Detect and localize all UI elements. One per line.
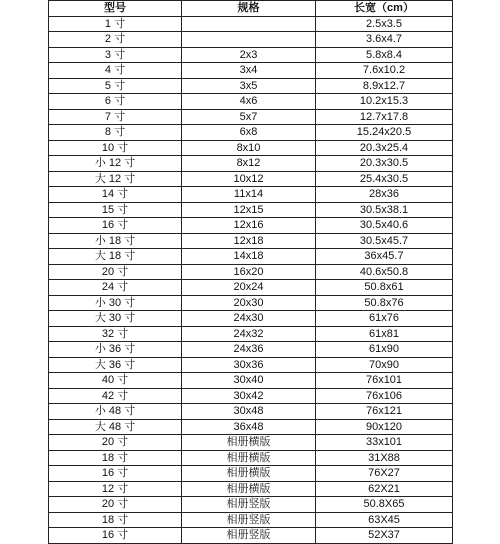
table-row [49, 528, 453, 544]
cell-spec [182, 32, 316, 48]
cell-spec: 4x6 [182, 94, 316, 110]
cell-spec: 24x36 [182, 342, 316, 358]
table-row [49, 187, 453, 203]
cell-dimensions: 61x90 [316, 342, 453, 358]
cell-model: 24 寸 [49, 280, 182, 296]
cell-spec: 相册竖版 [182, 528, 316, 544]
cell-dimensions: 8.9x12.7 [316, 78, 453, 94]
table-row [49, 32, 453, 48]
header-spec: 规格 [182, 1, 316, 17]
table-row [49, 156, 453, 172]
cell-spec [182, 16, 316, 32]
cell-spec: 相册横版 [182, 450, 316, 466]
cell-dimensions: 63X45 [316, 512, 453, 528]
table-row [49, 481, 453, 497]
table-row [49, 326, 453, 342]
cell-spec: 12x16 [182, 218, 316, 234]
cell-model: 7 寸 [49, 109, 182, 125]
cell-model: 18 寸 [49, 512, 182, 528]
table-row [49, 47, 453, 63]
table-row [49, 388, 453, 404]
table-row [49, 109, 453, 125]
cell-model: 15 寸 [49, 202, 182, 218]
cell-spec: 16x20 [182, 264, 316, 280]
cell-spec: 8x10 [182, 140, 316, 156]
table-row [49, 233, 453, 249]
cell-dimensions: 33x101 [316, 435, 453, 451]
table-row [49, 249, 453, 265]
table-header-row [49, 1, 453, 17]
table-body [49, 16, 453, 543]
cell-dimensions: 3.6x4.7 [316, 32, 453, 48]
table-row [49, 419, 453, 435]
cell-dimensions: 15.24x20.5 [316, 125, 453, 141]
cell-model: 大 48 寸 [49, 419, 182, 435]
cell-dimensions: 12.7x17.8 [316, 109, 453, 125]
cell-model: 18 寸 [49, 450, 182, 466]
cell-dimensions: 76X27 [316, 466, 453, 482]
table-row [49, 512, 453, 528]
header-dimensions: 长宽（cm） [316, 1, 453, 17]
cell-model: 16 寸 [49, 218, 182, 234]
cell-model: 32 寸 [49, 326, 182, 342]
cell-dimensions: 76x106 [316, 388, 453, 404]
cell-spec: 5x7 [182, 109, 316, 125]
cell-dimensions: 20.3x30.5 [316, 156, 453, 172]
cell-spec: 相册横版 [182, 481, 316, 497]
cell-dimensions: 5.8x8.4 [316, 47, 453, 63]
cell-dimensions: 50.8x76 [316, 295, 453, 311]
cell-spec: 24x30 [182, 311, 316, 327]
cell-model: 20 寸 [49, 497, 182, 513]
cell-model: 16 寸 [49, 528, 182, 544]
cell-spec: 相册横版 [182, 466, 316, 482]
table-row [49, 264, 453, 280]
table-row [49, 125, 453, 141]
table-row [49, 16, 453, 32]
cell-spec: 20x30 [182, 295, 316, 311]
cell-model: 8 寸 [49, 125, 182, 141]
cell-model: 14 寸 [49, 187, 182, 203]
table-row [49, 342, 453, 358]
cell-spec: 30x42 [182, 388, 316, 404]
cell-dimensions: 30.5x45.7 [316, 233, 453, 249]
cell-model: 小 12 寸 [49, 156, 182, 172]
table-row [49, 202, 453, 218]
cell-spec: 20x24 [182, 280, 316, 296]
cell-spec: 相册竖版 [182, 512, 316, 528]
cell-spec: 30x36 [182, 357, 316, 373]
cell-dimensions: 30.5x40.6 [316, 218, 453, 234]
cell-model: 6 寸 [49, 94, 182, 110]
cell-dimensions: 61x76 [316, 311, 453, 327]
cell-model: 20 寸 [49, 435, 182, 451]
cell-spec: 相册竖版 [182, 497, 316, 513]
cell-dimensions: 62X21 [316, 481, 453, 497]
table-row [49, 218, 453, 234]
cell-dimensions: 2.5x3.5 [316, 16, 453, 32]
cell-dimensions: 50.8x61 [316, 280, 453, 296]
cell-dimensions: 61x81 [316, 326, 453, 342]
cell-model: 大 36 寸 [49, 357, 182, 373]
cell-model: 小 30 寸 [49, 295, 182, 311]
cell-dimensions: 7.6x10.2 [316, 63, 453, 79]
cell-spec: 相册横版 [182, 435, 316, 451]
cell-dimensions: 25.4x30.5 [316, 171, 453, 187]
cell-model: 小 18 寸 [49, 233, 182, 249]
cell-spec: 3x5 [182, 78, 316, 94]
cell-spec: 2x3 [182, 47, 316, 63]
cell-dimensions: 52X37 [316, 528, 453, 544]
table-row [49, 404, 453, 420]
cell-spec: 8x12 [182, 156, 316, 172]
cell-spec: 30x40 [182, 373, 316, 389]
table-row [49, 435, 453, 451]
table-row [49, 94, 453, 110]
table-row [49, 497, 453, 513]
cell-dimensions: 30.5x38.1 [316, 202, 453, 218]
cell-dimensions: 76x101 [316, 373, 453, 389]
cell-spec: 30x48 [182, 404, 316, 420]
table-row [49, 295, 453, 311]
table-row [49, 466, 453, 482]
cell-dimensions: 10.2x15.3 [316, 94, 453, 110]
cell-spec: 14x18 [182, 249, 316, 265]
cell-spec: 6x8 [182, 125, 316, 141]
cell-model: 42 寸 [49, 388, 182, 404]
cell-spec: 36x48 [182, 419, 316, 435]
cell-model: 1 寸 [49, 16, 182, 32]
cell-spec: 3x4 [182, 63, 316, 79]
cell-model: 40 寸 [49, 373, 182, 389]
cell-model: 2 寸 [49, 32, 182, 48]
cell-model: 20 寸 [49, 264, 182, 280]
table-row [49, 280, 453, 296]
cell-model: 小 36 寸 [49, 342, 182, 358]
cell-dimensions: 28x36 [316, 187, 453, 203]
cell-dimensions: 20.3x25.4 [316, 140, 453, 156]
cell-model: 16 寸 [49, 466, 182, 482]
cell-dimensions: 50.8X65 [316, 497, 453, 513]
table-row [49, 140, 453, 156]
cell-spec: 24x32 [182, 326, 316, 342]
cell-dimensions: 36x45.7 [316, 249, 453, 265]
cell-spec: 12x15 [182, 202, 316, 218]
cell-model: 3 寸 [49, 47, 182, 63]
cell-dimensions: 70x90 [316, 357, 453, 373]
table-row [49, 450, 453, 466]
cell-model: 大 12 寸 [49, 171, 182, 187]
cell-spec: 10x12 [182, 171, 316, 187]
header-model: 型号 [49, 1, 182, 17]
table-row [49, 78, 453, 94]
table-row [49, 357, 453, 373]
cell-spec: 11x14 [182, 187, 316, 203]
cell-model: 5 寸 [49, 78, 182, 94]
cell-dimensions: 90x120 [316, 419, 453, 435]
cell-dimensions: 40.6x50.8 [316, 264, 453, 280]
cell-model: 大 18 寸 [49, 249, 182, 265]
cell-model: 4 寸 [49, 63, 182, 79]
table-row [49, 311, 453, 327]
cell-model: 大 30 寸 [49, 311, 182, 327]
photo-size-table [48, 0, 453, 544]
cell-dimensions: 31X88 [316, 450, 453, 466]
cell-spec: 12x18 [182, 233, 316, 249]
cell-dimensions: 76x121 [316, 404, 453, 420]
cell-model: 12 寸 [49, 481, 182, 497]
table-row [49, 373, 453, 389]
cell-model: 10 寸 [49, 140, 182, 156]
table-row [49, 171, 453, 187]
cell-model: 小 48 寸 [49, 404, 182, 420]
table-row [49, 63, 453, 79]
